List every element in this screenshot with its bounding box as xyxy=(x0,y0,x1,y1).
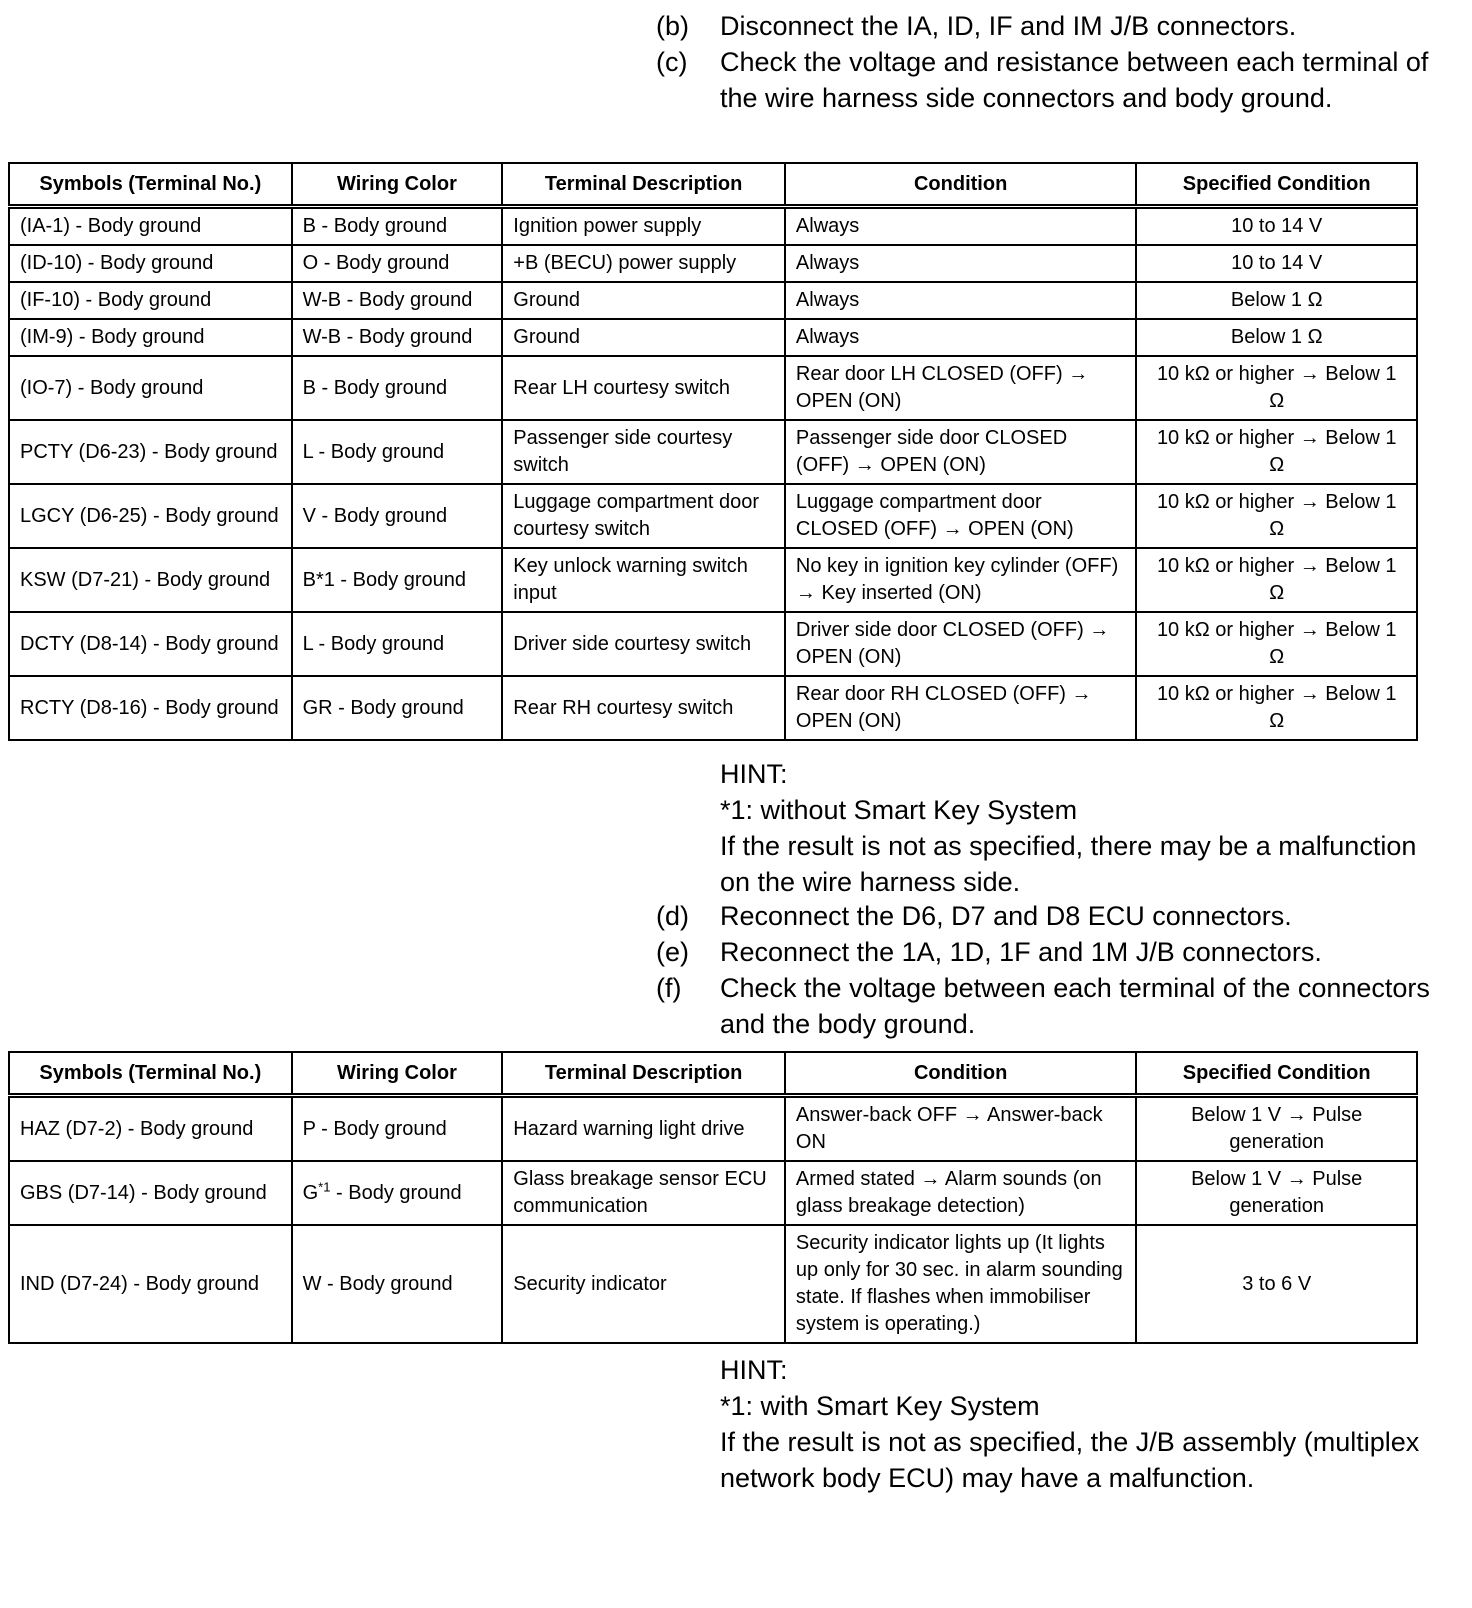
header-terminal-description: Terminal Description xyxy=(502,163,785,207)
condition-cell: No key in ignition key cylinder (OFF) → Key inserted (ON) xyxy=(785,548,1136,612)
specified-condition-cell: 10 kΩ or higher → Below 1 Ω xyxy=(1136,356,1417,420)
wiring-color-text: L - Body ground xyxy=(302,440,445,463)
condition-cell: Driver side door CLOSED (OFF) → OPEN (ON) xyxy=(785,612,1136,676)
wiring-color-cell xyxy=(292,207,503,246)
condition-cell: Armed stated → Alarm sounds (on glass breakage detection) xyxy=(785,1161,1136,1225)
hint-1 xyxy=(720,756,1440,900)
terminal-description-cell: Passenger side courtesy switch xyxy=(502,420,785,484)
specified-condition-cell: 10 kΩ or higher → Below 1 Ω xyxy=(1136,676,1417,740)
hint-note: *1: without Smart Key System xyxy=(720,795,1078,825)
step-text: Check the voltage and resistance between each terminal of the wire harness side connectors and body ground. xyxy=(720,47,1429,113)
step-e xyxy=(656,934,1436,970)
terminal-description-cell: Key unlock warning switch input xyxy=(502,548,785,612)
wiring-color-text: - Body ground xyxy=(330,1181,462,1204)
symbol-cell: (IA-1) - Body ground xyxy=(9,207,292,246)
wiring-color-cell xyxy=(292,1225,503,1343)
wiring-color-cell xyxy=(292,1161,503,1225)
table-row xyxy=(9,319,1417,356)
terminal-description-cell: Rear LH courtesy switch xyxy=(502,356,785,420)
wiring-color-text: W-B - Body ground xyxy=(302,326,473,348)
terminal-description-cell: Ignition power supply xyxy=(502,207,785,246)
specified-condition-cell: Below 1 V → Pulse generation xyxy=(1136,1096,1417,1162)
hint-note: *1: with Smart Key System xyxy=(720,1391,1040,1421)
specified-condition-cell: 10 kΩ or higher → Below 1 Ω xyxy=(1136,484,1417,548)
wiring-color-text: B - Body ground xyxy=(302,215,448,237)
wiring-color-text: W - Body ground xyxy=(302,1272,453,1295)
table-row xyxy=(9,207,1417,246)
symbol-cell: KSW (D7-21) - Body ground xyxy=(9,548,292,612)
hint-title: HINT: xyxy=(720,1355,788,1385)
wiring-color-text: V - Body ground xyxy=(302,504,448,527)
wiring-color-text: GR - Body ground xyxy=(302,696,464,719)
symbol-cell: DCTY (D8-14) - Body ground xyxy=(9,612,292,676)
symbol-cell: IND (D7-24) - Body ground xyxy=(9,1225,292,1343)
symbol-cell: LGCY (D6-25) - Body ground xyxy=(9,484,292,548)
specified-condition-cell: 10 kΩ or higher → Below 1 Ω xyxy=(1136,420,1417,484)
specified-condition-cell: 10 kΩ or higher → Below 1 Ω xyxy=(1136,548,1417,612)
header-symbols: Symbols (Terminal No.) xyxy=(9,1052,292,1096)
header-wiring-color: Wiring Color xyxy=(292,163,503,207)
top-steps xyxy=(656,8,1436,116)
step-b xyxy=(656,8,1436,44)
wiring-color-text: P - Body ground xyxy=(302,1117,447,1140)
specified-condition-cell: 10 to 14 V xyxy=(1136,207,1417,246)
step-label: (d) xyxy=(656,901,689,931)
specified-condition-cell: 10 kΩ or higher → Below 1 Ω xyxy=(1136,612,1417,676)
terminal-description-cell: +B (BECU) power supply xyxy=(502,245,785,282)
terminal-check-table-2 xyxy=(8,1051,1418,1344)
hint-title: HINT: xyxy=(720,759,788,789)
table-body xyxy=(9,1096,1417,1344)
wiring-color-cell xyxy=(292,319,503,356)
wiring-color-cell xyxy=(292,676,503,740)
table-row xyxy=(9,548,1417,612)
header-condition: Condition xyxy=(785,1052,1136,1096)
specified-condition-cell: Below 1 V → Pulse generation xyxy=(1136,1161,1417,1225)
table-row xyxy=(9,676,1417,740)
table-row xyxy=(9,282,1417,319)
condition-cell: Luggage compartment door CLOSED (OFF) → OPEN (ON) xyxy=(785,484,1136,548)
wiring-color-cell xyxy=(292,612,503,676)
step-d xyxy=(656,898,1436,934)
symbol-cell: RCTY (D8-16) - Body ground xyxy=(9,676,292,740)
wiring-color-cell xyxy=(292,548,503,612)
step-text: Disconnect the IA, ID, IF and IM J/B connectors. xyxy=(720,11,1297,41)
terminal-description-cell: Driver side courtesy switch xyxy=(502,612,785,676)
terminal-description-cell: Ground xyxy=(502,282,785,319)
header-wiring-color: Wiring Color xyxy=(292,1052,503,1096)
step-label: (c) xyxy=(656,47,688,77)
table-row xyxy=(9,612,1417,676)
specified-condition-cell: 10 to 14 V xyxy=(1136,245,1417,282)
table-body xyxy=(9,207,1417,741)
wiring-color-cell xyxy=(292,420,503,484)
terminal-description-cell: Rear RH courtesy switch xyxy=(502,676,785,740)
hint-2 xyxy=(720,1352,1440,1496)
table-row xyxy=(9,484,1417,548)
header-specified-condition: Specified Condition xyxy=(1136,1052,1417,1096)
table-row xyxy=(9,356,1417,420)
table-row xyxy=(9,1225,1417,1343)
table-row xyxy=(9,245,1417,282)
symbol-cell: (ID-10) - Body ground xyxy=(9,245,292,282)
terminal-description-cell: Security indicator xyxy=(502,1225,785,1343)
symbol-cell: GBS (D7-14) - Body ground xyxy=(9,1161,292,1225)
step-label: (b) xyxy=(656,11,689,41)
hint-text: If the result is not as specified, the J/B assembly (multiplex network body ECU) may have a malfunction. xyxy=(720,1427,1420,1493)
wiring-color-text: B*1 - Body ground xyxy=(302,568,467,591)
wiring-color-text: W-B - Body ground xyxy=(302,289,473,311)
wiring-color-cell xyxy=(292,245,503,282)
header-specified-condition: Specified Condition xyxy=(1136,163,1417,207)
terminal-description-cell: Luggage compartment door courtesy switch xyxy=(502,484,785,548)
symbol-cell: (IO-7) - Body ground xyxy=(9,356,292,420)
table-row xyxy=(9,420,1417,484)
header-symbols: Symbols (Terminal No.) xyxy=(9,163,292,207)
step-text: Check the voltage between each terminal of the connectors and the body ground. xyxy=(720,973,1430,1039)
table-row xyxy=(9,1096,1417,1162)
condition-cell: Always xyxy=(785,207,1136,246)
specified-condition-cell: 3 to 6 V xyxy=(1136,1225,1417,1343)
wiring-color-text: G xyxy=(302,1181,319,1204)
header-condition: Condition xyxy=(785,163,1136,207)
header-terminal-description: Terminal Description xyxy=(502,1052,785,1096)
step-label: (f) xyxy=(656,973,682,1003)
condition-cell: Answer-back OFF → Answer-back ON xyxy=(785,1096,1136,1162)
table-header-row xyxy=(9,163,1417,207)
mid-steps xyxy=(656,898,1436,1042)
condition-cell: Always xyxy=(785,319,1136,356)
specified-condition-cell: Below 1 Ω xyxy=(1136,282,1417,319)
footnote-marker: *1 xyxy=(318,1178,331,1194)
wiring-color-text: O - Body ground xyxy=(302,252,450,274)
condition-cell: Passenger side door CLOSED (OFF) → OPEN (ON) xyxy=(785,420,1136,484)
condition-cell: Always xyxy=(785,245,1136,282)
condition-cell: Rear door RH CLOSED (OFF) → OPEN (ON) xyxy=(785,676,1136,740)
specified-condition-cell: Below 1 Ω xyxy=(1136,319,1417,356)
table-header-row xyxy=(9,1052,1417,1096)
wiring-color-text: B - Body ground xyxy=(302,376,448,399)
step-c xyxy=(656,44,1436,116)
table-row xyxy=(9,1161,1417,1225)
terminal-check-table-1 xyxy=(8,162,1418,741)
terminal-description-cell: Ground xyxy=(502,319,785,356)
symbol-cell: PCTY (D6-23) - Body ground xyxy=(9,420,292,484)
wiring-color-text: L - Body ground xyxy=(302,632,445,655)
step-text: Reconnect the 1A, 1D, 1F and 1M J/B connectors. xyxy=(720,937,1322,967)
symbol-cell: (IM-9) - Body ground xyxy=(9,319,292,356)
step-f xyxy=(656,970,1436,1042)
step-text: Reconnect the D6, D7 and D8 ECU connectors. xyxy=(720,901,1292,931)
wiring-color-cell xyxy=(292,356,503,420)
hint-text: If the result is not as specified, there may be a malfunction on the wire harness side. xyxy=(720,831,1417,897)
step-label: (e) xyxy=(656,937,689,967)
condition-cell: Always xyxy=(785,282,1136,319)
wiring-color-cell xyxy=(292,484,503,548)
wiring-color-cell xyxy=(292,282,503,319)
condition-cell: Rear door LH CLOSED (OFF) → OPEN (ON) xyxy=(785,356,1136,420)
condition-cell: Security indicator lights up (It lights up only for 30 sec. in alarm sounding state. If flashes when immobiliser system is operating.) xyxy=(785,1225,1136,1343)
terminal-description-cell: Glass breakage sensor ECU communication xyxy=(502,1161,785,1225)
symbol-cell: HAZ (D7-2) - Body ground xyxy=(9,1096,292,1162)
symbol-cell: (IF-10) - Body ground xyxy=(9,282,292,319)
wiring-color-cell xyxy=(292,1096,503,1162)
terminal-description-cell: Hazard warning light drive xyxy=(502,1096,785,1162)
